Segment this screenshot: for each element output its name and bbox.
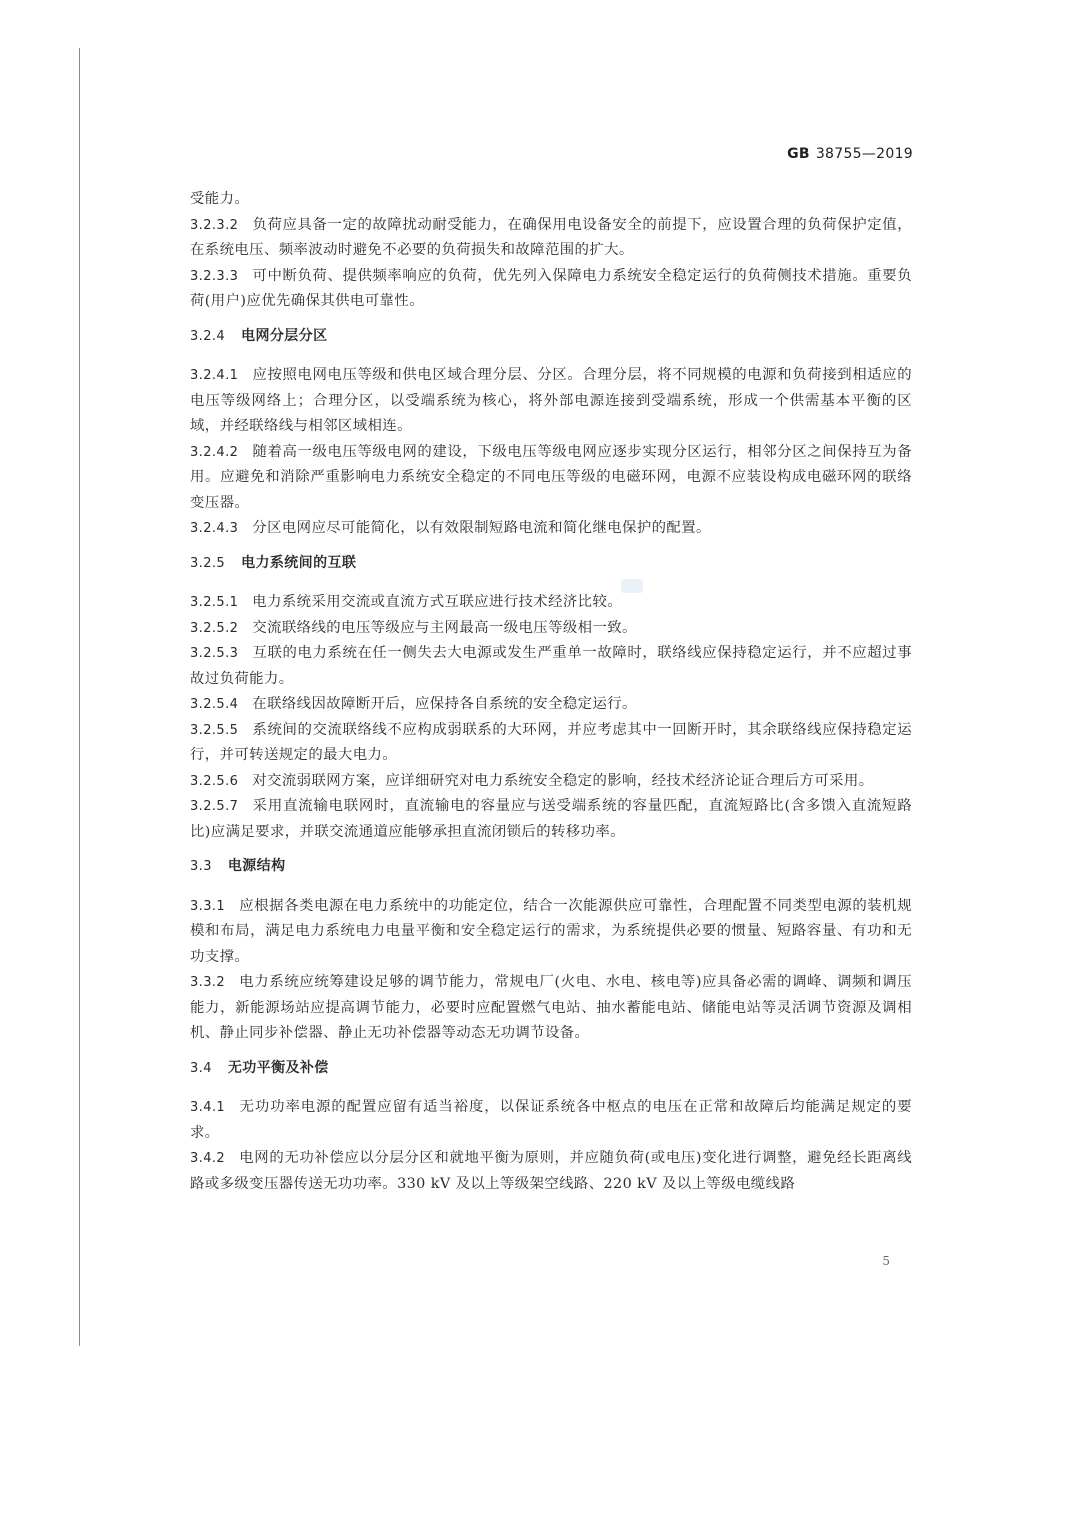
clause-text: 应按照电网电压等级和供电区域合理分层、分区。合理分层，将不同规模的电源和负荷接到相适应的电压等级网络上；合理分区，以受端系统为核心，将外部电源连接到受端系统，形成一个供需基本平衡的区域，并经联络线与相邻区域相连。 <box>190 367 912 434</box>
heading-text: 无功平衡及补偿 <box>227 1059 329 1076</box>
clause-text: 随着高一级电压等级电网的建设，下级电压等级电网应逐步实现分区运行，相邻分区之间保持互为备用。应避免和消除严重影响电力系统安全稳定的不同电压等级的电磁环网，电源不应装设构成电磁环网的联络变压器。 <box>190 443 912 511</box>
clause-text: 分区电网应尽可能简化，以有效限制短路电流和简化继电保护的配置。 <box>252 520 711 536</box>
clause-paragraph <box>190 1095 912 1146</box>
clause-paragraph <box>190 264 912 315</box>
clause-text: 电力系统采用交流或直流方式互联应进行技术经济比较。 <box>252 594 623 610</box>
clause-paragraph <box>190 616 912 642</box>
section-heading <box>190 324 912 350</box>
clause-number: 3.2.5.5 <box>190 722 239 738</box>
clause-number: 3.3 <box>190 859 212 874</box>
clause-paragraph <box>190 692 912 718</box>
clause-paragraph <box>190 363 912 440</box>
section-heading <box>190 551 912 577</box>
clause-number: 3.2.5.4 <box>190 697 239 712</box>
heading-text: 电源结构 <box>227 858 286 874</box>
clause-paragraph <box>190 187 912 213</box>
clause-number: 3.2.3.3 <box>190 268 239 284</box>
clause-text: 系统间的交流联络线不应构成弱联系的大环网，并应考虑其中一回断开时，其余联络线应保持稳定运行，并可转送规定的最大电力。 <box>190 721 912 763</box>
clause-number: 3.2.4.2 <box>190 444 239 460</box>
clause-number: 3.3.1 <box>190 898 226 914</box>
clause-paragraph <box>190 894 912 971</box>
clause-number: 3.2.5.7 <box>190 799 239 814</box>
heading-text: 电网分层分区 <box>241 327 328 344</box>
clause-paragraph <box>190 590 912 616</box>
clause-number: 3.2.5.3 <box>190 646 239 661</box>
clause-text: 交流联络线的电压等级应与主网最高一级电压等级相一致。 <box>252 619 637 636</box>
clause-paragraph <box>190 1146 912 1197</box>
clause-paragraph <box>190 213 912 264</box>
clause-number: 3.2.5.2 <box>190 620 239 636</box>
clause-number: 3.2.4 <box>190 328 226 344</box>
clause-number: 3.2.5.6 <box>190 773 239 789</box>
clause-number: 3.2.3.2 <box>190 217 239 233</box>
standard-code-number: 38755—2019 <box>815 146 913 162</box>
clause-text: 互联的电力系统在任一侧失去大电源或发生严重单一故障时，联络线应保持稳定运行，并不应超过事故过负荷能力。 <box>190 645 912 687</box>
clause-text: 电网的无功补偿应以分层分区和就地平衡为原则，并应随负荷(或电压)变化进行调整，避免经长距离线路或多级变压器传送无功功率。330 kV 及以上等级架空线路、220 kV 及以上等级电缆线路 <box>190 1150 912 1192</box>
standard-code <box>787 146 913 162</box>
clause-text: 应根据各类电源在电力系统中的功能定位，结合一次能源供应可靠性，合理配置不同类型电源的装机规模和布局，满足电力系统电力电量平衡和安全稳定运行的需求，为系统提供必要的惯量、短路容量、有功和无功支撑。 <box>190 897 912 965</box>
clause-number: 3.2.5.1 <box>190 595 239 610</box>
clause-paragraph <box>190 769 912 795</box>
clause-number: 3.2.5 <box>190 555 226 571</box>
section-heading <box>190 854 912 880</box>
clause-paragraph <box>190 970 912 1047</box>
clause-number: 3.2.4.3 <box>190 521 239 536</box>
clause-text: 受能力。 <box>190 191 250 207</box>
clause-paragraph <box>190 516 912 542</box>
standard-code-prefix: GB <box>787 146 810 162</box>
document-body <box>190 187 912 1197</box>
section-heading <box>190 1056 912 1082</box>
clause-text: 无功功率电源的配置应留有适当裕度，以保证系统各中枢点的电压在正常和故障后均能满足规定的要求。 <box>190 1099 912 1141</box>
page-number: 5 <box>882 1254 890 1268</box>
clause-number: 3.4 <box>190 1060 212 1076</box>
clause-text: 可中断负荷、提供频率响应的负荷，优先列入保障电力系统安全稳定运行的负荷侧技术措施。重要负荷(用户)应优先确保其供电可靠性。 <box>190 267 912 309</box>
heading-text: 电力系统间的互联 <box>241 554 357 571</box>
clause-text: 对交流弱联网方案，应详细研究对电力系统安全稳定的影响，经技术经济论证合理后方可采用。 <box>252 772 874 789</box>
clause-paragraph <box>190 641 912 692</box>
clause-paragraph <box>190 794 912 845</box>
clause-number: 3.4.2 <box>190 1151 226 1166</box>
clause-number: 3.3.2 <box>190 975 226 990</box>
clause-text: 电力系统应统筹建设足够的调节能力，常规电厂(火电、水电、核电等)应具备必需的调峰、调频和调压能力，新能源场站应提高调节能力，必要时应配置燃气电站、抽水蓄能电站、储能电站等灵活调节资源及调相机、静止同步补偿器、静止无功补偿器等动态无功调节设备。 <box>190 974 912 1041</box>
clause-paragraph <box>190 718 912 769</box>
clause-paragraph <box>190 440 912 517</box>
clause-number: 3.4.1 <box>190 1100 226 1115</box>
clause-text: 在联络线因故障断开后，应保持各自系统的安全稳定运行。 <box>252 696 637 712</box>
clause-text: 采用直流输电联网时，直流输电的容量应与送受端系统的容量匹配，直流短路比(含多馈入直流短路比)应满足要求，并联交流通道应能够承担直流闭锁后的转移功率。 <box>190 798 912 840</box>
binding-line <box>79 48 80 1346</box>
clause-text: 负荷应具备一定的故障扰动耐受能力，在确保用电设备安全的前提下，应设置合理的负荷保护定值，在系统电压、频率波动时避免不必要的负荷损失和故障范围的扩大。 <box>190 216 912 258</box>
clause-number: 3.2.4.1 <box>190 368 239 383</box>
